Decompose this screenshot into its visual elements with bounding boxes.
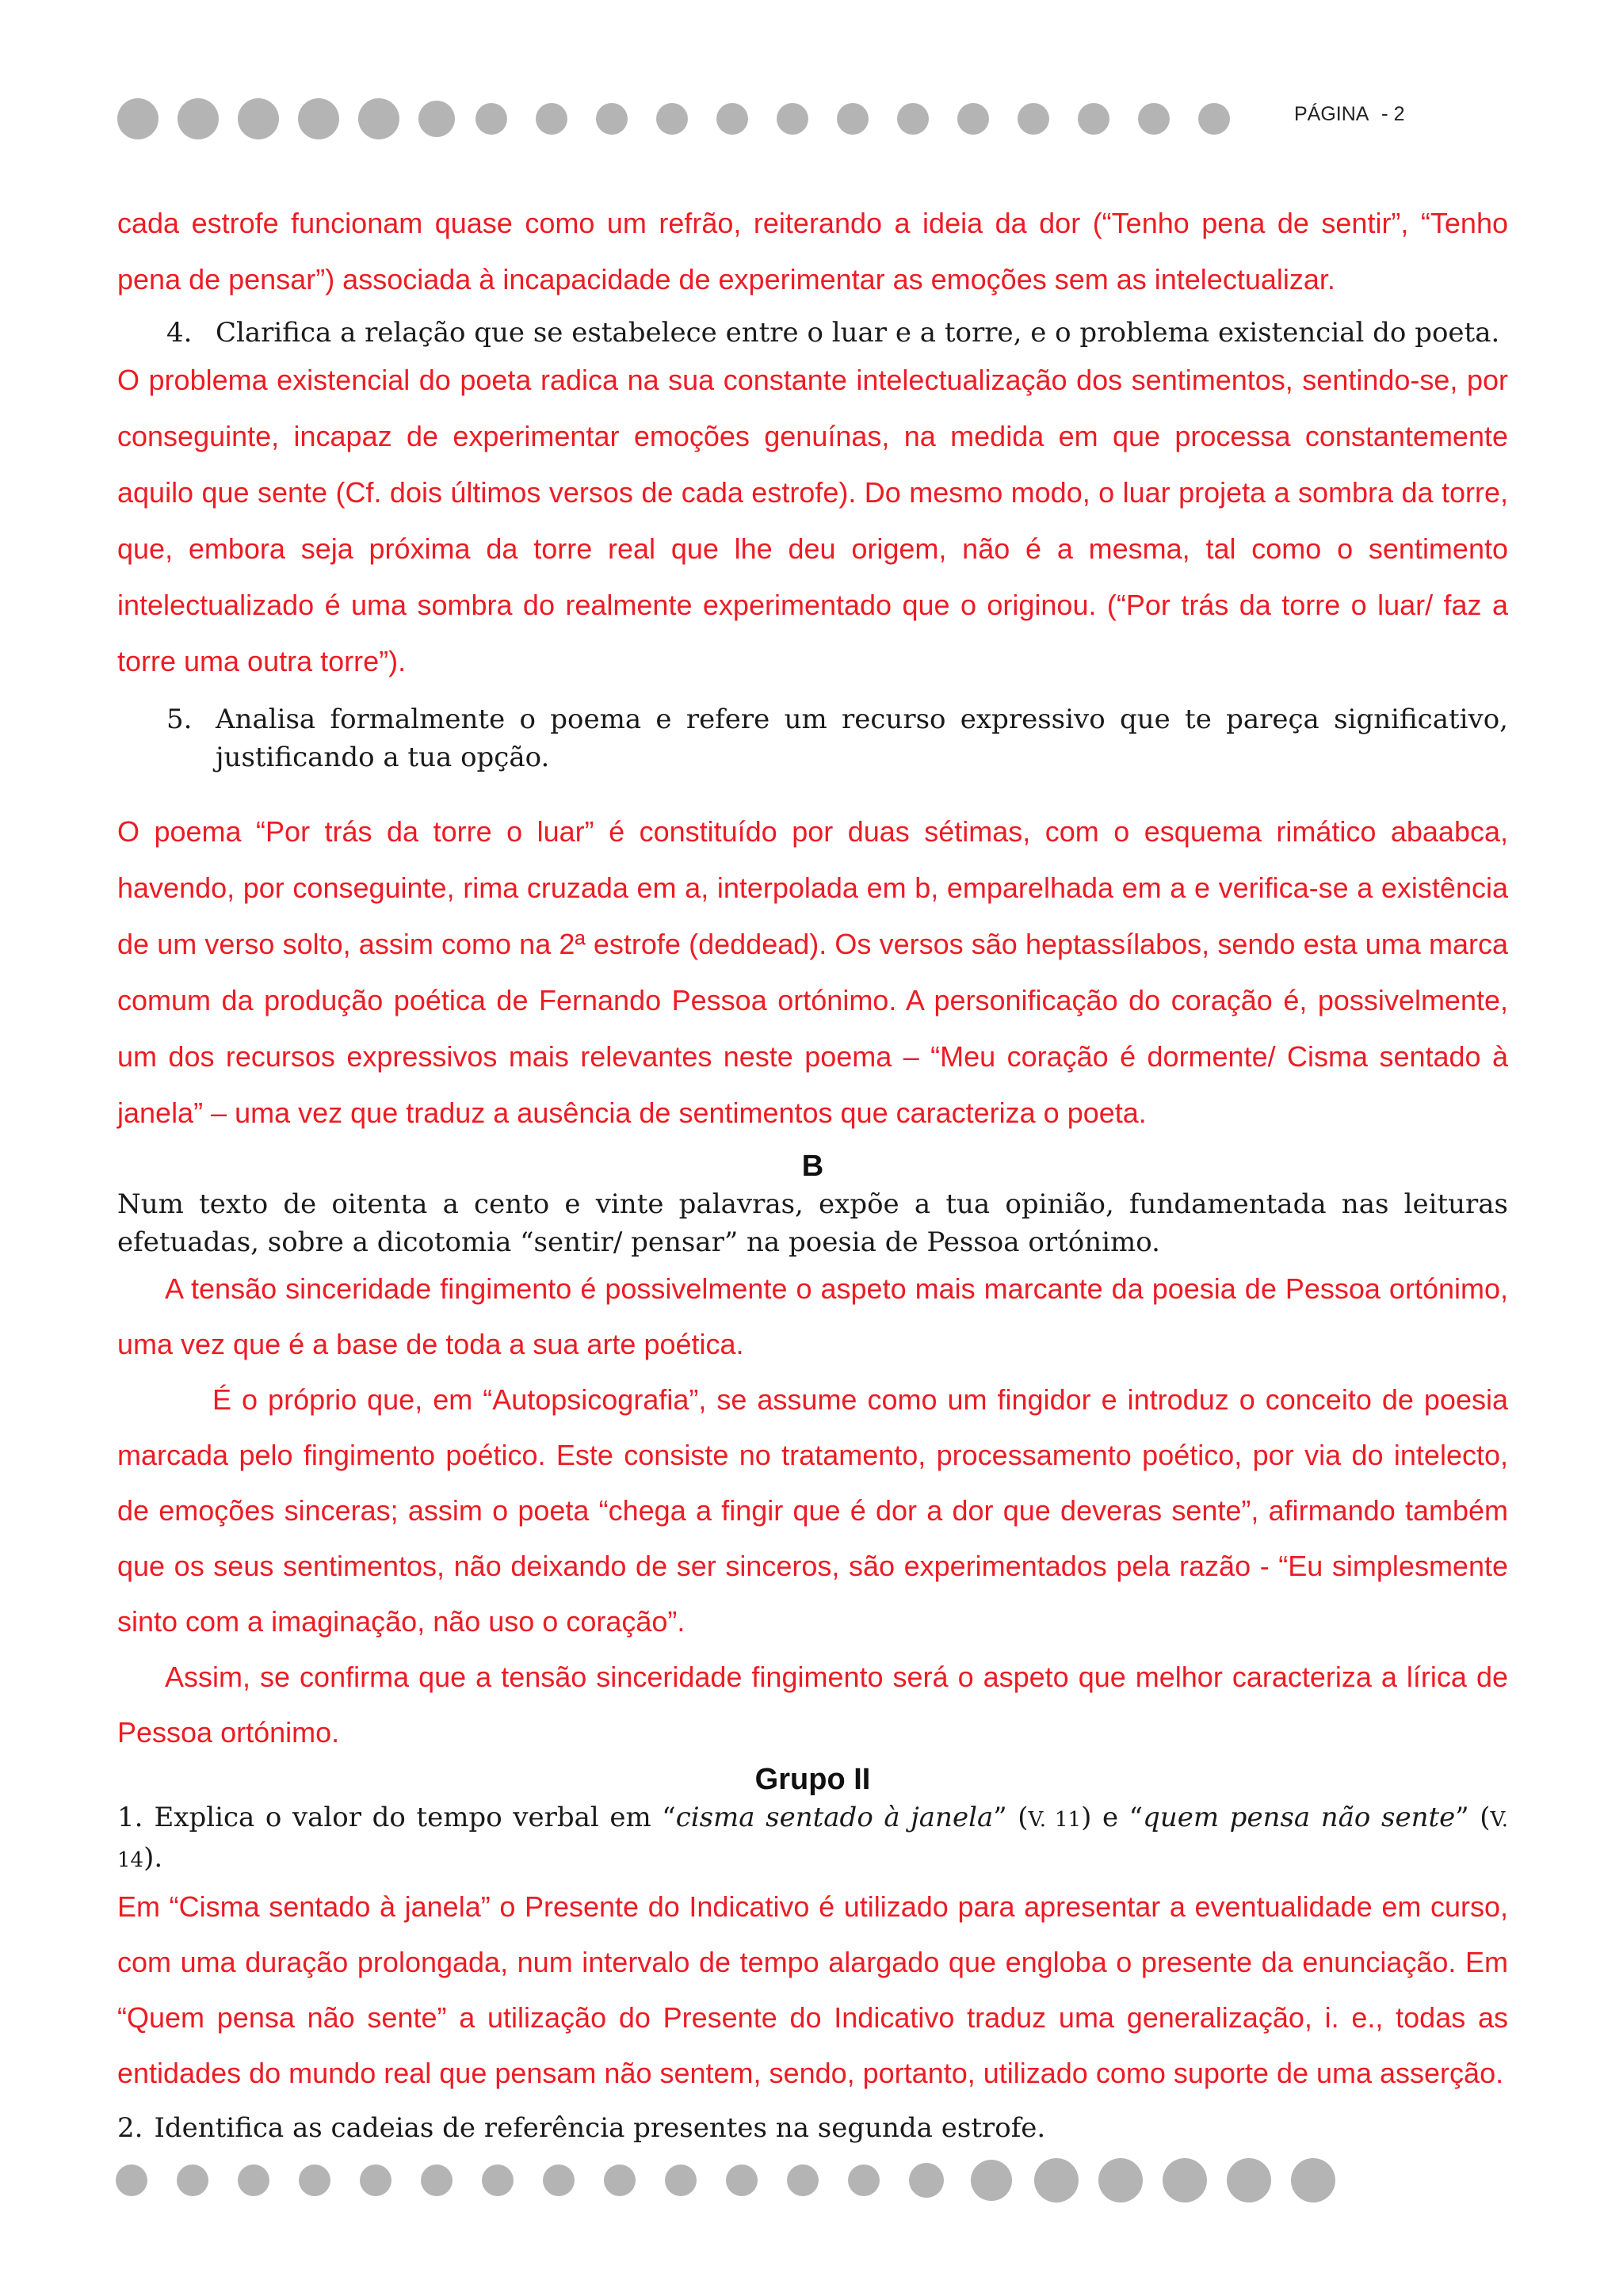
decorative-dot bbox=[848, 2164, 880, 2196]
decorative-dot bbox=[726, 2164, 758, 2196]
decorative-dot bbox=[116, 2164, 147, 2196]
decorative-dot bbox=[475, 103, 507, 135]
decorative-dot bbox=[1138, 103, 1170, 135]
decorative-dot bbox=[1078, 103, 1109, 135]
document-body bbox=[117, 195, 1508, 2147]
decorative-dot bbox=[543, 2164, 575, 2196]
answer-4: O problema existencial do poeta radica na sua constante intelectualização dos sentimentos, sentindo-se, por conseguinte, incapaz de experimentar emoções genuínas, na medida em que processa constantemente aquilo que sente (Cf. dois últimos versos de cada estrofe). Do mesmo modo, o luar projeta a sombra da torre, que, embora seja próxima da torre real que lhe deu origem, não é a mesma, tal como o sentimento intelectualizado é uma sombra do realmente experimentado que o originou. (“Por trás da torre o luar/ faz a torre uma outra torre”). bbox=[117, 364, 1508, 677]
question-4-text: Clarifica a relação que se estabelece entre o luar e a torre, e o problema existencial do poeta. bbox=[216, 317, 1500, 349]
answer-3-continuation: cada estrofe funcionam quase como um refrão, reiterando a ideia da dor (“Tenho pena de sentir”, “Tenho pena de pensar”) associada à incapacidade de experimentar as emoções sem as intelectualizar. bbox=[117, 207, 1508, 296]
grupo-ii-q1-quote-1: cisma sentado à janela bbox=[675, 1802, 994, 1833]
decorative-dot bbox=[957, 103, 989, 135]
decorative-dot bbox=[1198, 103, 1230, 135]
question-5 bbox=[117, 700, 1508, 776]
decorative-dot bbox=[909, 2163, 944, 2198]
decorative-dot bbox=[777, 103, 808, 135]
grupo-ii-q1-ref-close-1: ) e “ bbox=[1081, 1802, 1144, 1833]
decorative-dot bbox=[421, 2164, 453, 2196]
page-number-label bbox=[1294, 101, 1405, 126]
grupo-ii-heading: Grupo II bbox=[754, 1763, 871, 1796]
question-4-number: 4. bbox=[166, 317, 193, 349]
decorative-dot bbox=[536, 103, 567, 135]
question-4 bbox=[117, 314, 1508, 352]
decorative-dot bbox=[716, 103, 748, 135]
decorative-dot bbox=[1291, 2158, 1335, 2203]
section-b-paragraph-1: A tensão sinceridade fingimento é possivelmente o aspeto mais marcante da poesia de Pessoa ortónimo, uma vez que é a base de toda a sua arte poética. bbox=[117, 1272, 1508, 1360]
section-b-paragraph-3: Assim, se confirma que a tensão sinceridade fingimento será o aspeto que melhor caracteriza a lírica de Pessoa ortónimo. bbox=[117, 1661, 1508, 1749]
decorative-dot bbox=[358, 98, 399, 139]
section-b-prompt: Num texto de oitenta a cento e vinte palavras, expõe a tua opinião, fundamentada nas leituras efetuadas, sobre a dicotomia “sentir/ pensar” na poesia de Pessoa ortónimo. bbox=[117, 1188, 1508, 1258]
grupo-ii-question-2 bbox=[117, 2109, 1508, 2147]
decorative-dot bbox=[897, 103, 929, 135]
grupo-ii-question-2-number: 2. bbox=[117, 2112, 143, 2144]
decorative-dot bbox=[1227, 2158, 1271, 2203]
grupo-ii-q1-quote-2: quem pensa não sente bbox=[1143, 1802, 1456, 1833]
decorative-dot bbox=[299, 2164, 330, 2196]
header-dot-bar bbox=[117, 97, 1230, 141]
section-b-heading: B bbox=[801, 1150, 824, 1183]
answer-5: O poema “Por trás da torre o luar” é constituído por duas sétimas, com o esquema rimático abaabca, havendo, por conseguinte, rima cruzada em a, interpolada em b, emparelhada em a e verifica-se a existência de um verso solto, assim como na 2ª estrofe (deddead). Os versos são heptassílabos, sendo esta uma marca comum da produção poética de Fernando Pessoa ortónimo. A personificação do coração é, possivelmente, um dos recursos expressivos mais relevantes neste poema – “Meu coração é dormente/ Cisma sentado à janela” – uma vez que traduz a ausência de sentimentos que caracteriza o poeta. bbox=[117, 815, 1508, 1129]
page-label: PÁGINA bbox=[1294, 103, 1369, 125]
decorative-dot bbox=[418, 101, 455, 137]
grupo-ii-q1-verse-ref-2b: 14 bbox=[117, 1848, 144, 1872]
decorative-dot bbox=[1018, 103, 1049, 135]
decorative-dot bbox=[656, 103, 688, 135]
decorative-dot bbox=[482, 2164, 514, 2196]
question-5-text: Analisa formalmente o poema e refere um recurso expressivo que te pareça significativo, justificando a tua opção. bbox=[216, 704, 1508, 773]
decorative-dot bbox=[238, 98, 279, 139]
decorative-dot bbox=[177, 2164, 208, 2196]
section-b-paragraph-2: É o próprio que, em “Autopsicografia”, se assume como um fingidor e introduz o conceito de poesia marcada pelo fingimento poético. Este consiste no tratamento, processamento poético, por via do intelecto, de emoções sinceras; assim o poeta “chega a fingir que é dor a dor que deveras sente”, afirmando também que os seus sentimentos, não deixando de ser sinceros, são experimentados pela razão - “Eu simplesmente sinto com a imaginação, não uso o coração”. bbox=[117, 1383, 1508, 1638]
decorative-dot bbox=[1098, 2158, 1143, 2203]
grupo-ii-q1-text: Explica o valor do tempo verbal em “ bbox=[154, 1802, 676, 1833]
decorative-dot bbox=[596, 103, 628, 135]
footer-dot-bar bbox=[116, 2157, 1335, 2204]
page-separator: - bbox=[1381, 101, 1388, 125]
decorative-dot bbox=[837, 103, 869, 135]
decorative-dot bbox=[665, 2164, 697, 2196]
decorative-dot bbox=[360, 2164, 391, 2196]
decorative-dot bbox=[298, 98, 339, 139]
grupo-ii-q1-ref-close-2: ). bbox=[143, 1842, 163, 1874]
decorative-dot bbox=[787, 2164, 819, 2196]
grupo-ii-q1-ref-open-2: ” ( bbox=[1455, 1802, 1491, 1833]
decorative-dot bbox=[1034, 2158, 1079, 2203]
decorative-dot bbox=[971, 2160, 1012, 2201]
grupo-ii-question-1-number: 1. bbox=[117, 1802, 143, 1833]
decorative-dot bbox=[1163, 2158, 1207, 2203]
grupo-ii-answer-1: Em “Cisma sentado à janela” o Presente do Indicativo é utilizado para apresentar a eventualidade em curso, com uma duração prolongada, num intervalo de tempo alargado que engloba o presente da enunciação. Em “Quem pensa não sente” a utilização do Presente do Indicativo traduz uma generalização, i. e., todas as entidades do mundo real que pensam não sentem, sendo, portanto, utilizado como suporte de uma asserção. bbox=[117, 1890, 1508, 2089]
decorative-dot bbox=[178, 98, 219, 139]
decorative-dot bbox=[604, 2164, 636, 2196]
grupo-ii-question-1 bbox=[117, 1798, 1508, 1879]
grupo-ii-q1-ref-open-1: ” ( bbox=[993, 1802, 1029, 1833]
decorative-dot bbox=[117, 98, 158, 139]
decorative-dot bbox=[238, 2164, 269, 2196]
question-5-number: 5. bbox=[166, 704, 193, 735]
grupo-ii-q1-verse-ref-1: V. 11 bbox=[1028, 1808, 1082, 1832]
page-number: 2 bbox=[1393, 103, 1405, 125]
grupo-ii-question-2-text: Identifica as cadeias de referência presentes na segunda estrofe. bbox=[154, 2112, 1046, 2144]
grupo-ii-q1-verse-ref-2a: V. bbox=[1490, 1808, 1508, 1832]
